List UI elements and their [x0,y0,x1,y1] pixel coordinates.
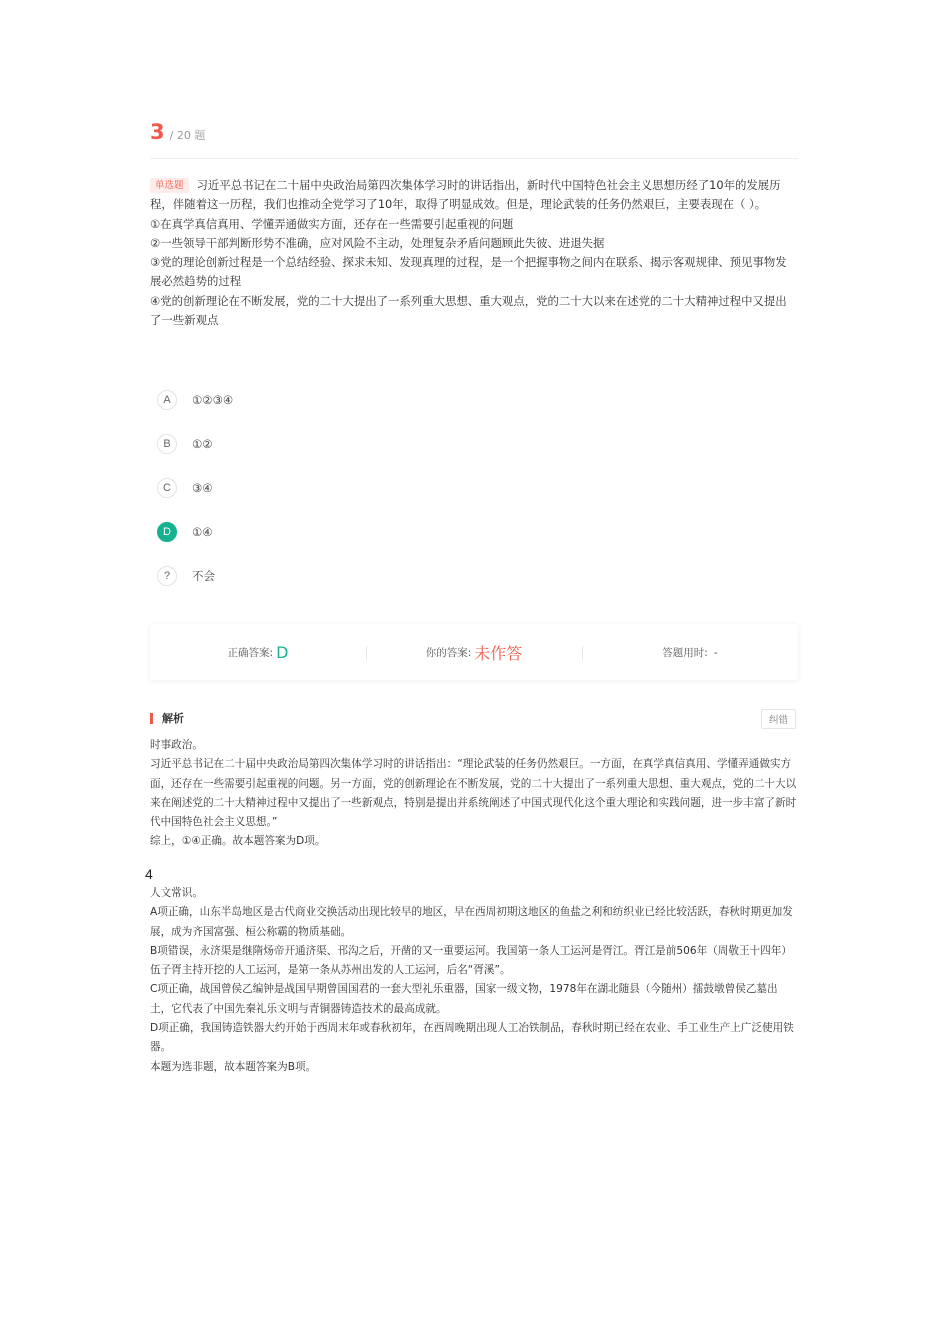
section-marker [150,713,153,724]
report-error-button[interactable]: 纠错 [761,709,796,729]
current-question-number: 3 [150,120,165,144]
answer-options [157,389,557,609]
next-analysis-body [150,884,798,1077]
analysis-header [150,708,798,728]
statement-4: ④党的创新理论在不断发展，党的二十大提出了一系列重大思想、重大观点，党的二十大以来在述党的二十大精神过程中又提出了一些新观点 [150,293,787,328]
option-d-text: ①④ [192,525,213,539]
option-b[interactable] [157,433,557,455]
question-stem [150,176,798,330]
analysis-body [150,736,798,852]
question-mark-icon: ? [157,566,177,586]
statement-2: ②一些领导干部判断形势不准确，应对风险不主动，处理复杂矛盾问题顾此失彼、进退失据 [150,235,605,250]
answer-summary [150,624,798,680]
time-cell [582,624,798,680]
analysis-title: 解析 [162,712,184,725]
stem-text: 习近平总书记在二十届中央政治局第四次集体学习时的讲话指出，新时代中国特色社会主义思想历经了10年的发展历程，伴随着这一历程，我们也推动全党学习了10年，取得了明显成效。但是，理论武装的任务仍然艰巨，主要表现在（ ）。 [150,178,781,212]
correct-answer-label: 正确答案: [227,646,274,659]
next-paragraph: C项正确，战国曾侯乙编钟是战国早期曾国国君的一套大型礼乐重器，国家一级文物，1978年在湖北随县（今随州）擂鼓墩曾侯乙墓出土，它代表了中国先秦礼乐文明与青铜器铸造技术的最高成就。 [150,983,778,1015]
statement-3: ③党的理论创新过程是一个总结经验、探求未知、发现真理的过程，是一个把握事物之间内在联系、揭示客观规律、预见事物发展必然趋势的过程 [150,255,787,289]
header-divider [150,158,798,159]
question-type-tag: 单选题 [150,178,189,193]
correct-answer-cell [150,624,366,680]
next-paragraph: A项正确，山东半岛地区是古代商业交换活动出现比较早的地区，早在西周初期这地区的鱼盐之利和纺织业已经比较活跃，春秋时期更加发展，成为齐国富强、桓公称霸的物质基础。 [150,906,793,938]
next-paragraph: B项错误，永济渠是继隋炀帝开通济渠、邗沟之后，开凿的又一重要运河。我国第一条人工运河是胥江。胥江是前506年（周敬王十四年）伍子胥主持开挖的人工运河，是第一条从苏州出发的人工运河，后名“胥溪”。 [150,944,792,977]
analysis-paragraph: 习近平总书记在二十届中央政治局第四次集体学习时的讲话指出：“理论武装的任务仍然艰巨。一方面，在真学真信真用、学懂弄通做实方面，还存在一些需要引起重视的问题。另一方面，党的创新理论在不断发展，党的二十大提出了一系列重大思想、重大观点，党的二十大以来在阐述党的二十大精神过程中又提出了一些新观点，特别是提出并系统阐述了中国式现代化这个重大理论和实践问题，进一步丰富了新时代中国特色社会主义思想。” [150,758,797,829]
option-b-letter: B [157,434,177,454]
correct-answer-value: D [276,642,289,662]
your-answer-label: 你的答案: [425,646,472,659]
option-d-letter: D [157,522,177,542]
next-question-number: 4 [145,866,153,882]
option-c-letter: C [157,478,177,498]
statement-1: ①在真学真信真用、学懂弄通做实方面，还存在一些需要引起重视的问题 [150,216,514,231]
next-paragraph: D项正确，我国铸造铁器大约开始于西周末年或春秋初年，在西周晚期出现人工冶铁制品，春秋时期已经在农业、手工业生产上广泛使用铁器。 [150,1022,794,1054]
time-label: 答题用时: [662,646,708,659]
time-value: - [713,645,718,659]
option-unknown[interactable] [157,565,557,587]
option-unknown-text: 不会 [192,569,215,583]
analysis-paragraph: 时事政治。 [150,739,203,751]
option-b-text: ①② [192,437,213,451]
option-a[interactable] [157,389,557,411]
analysis-paragraph: 综上，①④正确。故本题答案为D项。 [150,835,326,848]
total-questions: / 20 题 [169,129,206,142]
your-answer-value: 未作答 [474,643,523,663]
next-paragraph: 本题为选非题，故本题答案为B项。 [150,1060,317,1073]
next-paragraph: 人文常识。 [150,887,203,899]
option-d[interactable] [157,521,557,543]
question-counter [150,120,205,146]
your-answer-cell [366,624,582,680]
option-a-letter: A [157,390,177,410]
option-c[interactable] [157,477,557,499]
option-c-text: ③④ [192,481,213,495]
option-a-text: ①②③④ [192,393,234,407]
stem-line [150,176,798,215]
